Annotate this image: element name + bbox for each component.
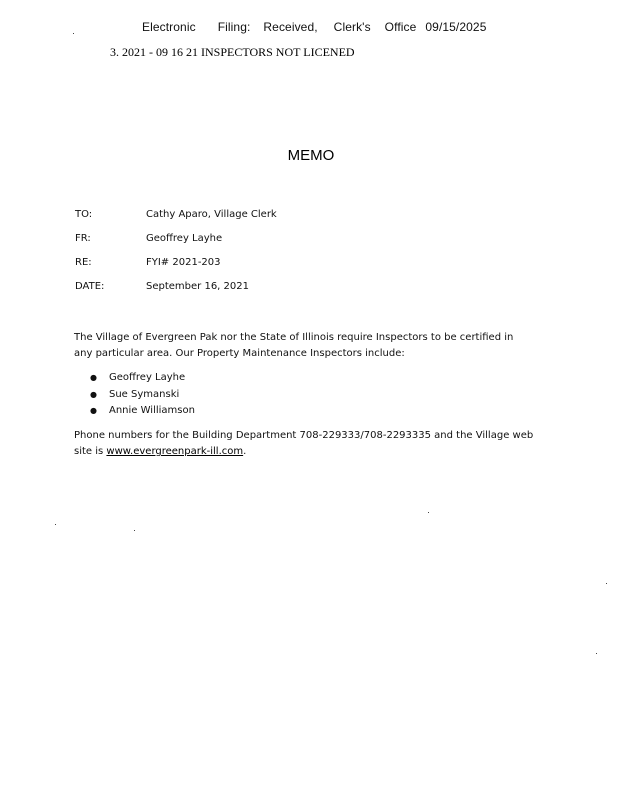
memo-header-re [75,257,221,268]
memo-header-to [75,209,277,220]
stamp-word: Clerk's [333,20,371,34]
memo-title: MEMO [287,147,335,164]
header-value: Geoffrey Layhe [146,233,223,244]
list-item [90,370,195,387]
document-reference: 3. 2021 - 09 16 21 INSPECTORS NOT LICENED [110,45,355,59]
header-label: TO: [75,209,93,220]
header-value: FYI# 2021-203 [146,257,221,268]
header-label: DATE: [75,281,105,292]
header-label: FR: [75,233,91,244]
inspector-name: Geoffrey Layhe [109,372,186,383]
bullet-icon: ● [90,373,97,382]
list-item [90,387,195,404]
electronic-filing-stamp [142,20,486,34]
stamp-word: Office [384,20,417,34]
list-item [90,403,195,420]
scan-speck [606,583,607,584]
scan-speck [596,653,597,654]
contact-text-end: . [243,446,247,457]
header-value: Cathy Aparo, Village Clerk [146,209,277,220]
memo-paragraph: The Village of Evergreen Pak nor the State of Illinois require Inspectors to be certified in any particular area. Our Property Maintenance Inspectors include: [74,332,514,359]
stamp-word: Electronic [142,20,196,34]
scan-speck [428,512,429,513]
scan-speck [134,530,135,531]
bullet-icon: ● [90,389,97,399]
scan-speck [55,524,56,525]
contact-paragraph [74,428,534,460]
stamp-word: Received, [263,20,318,34]
website-link[interactable]: www.evergreenpark-ill.com [106,446,244,457]
scan-speck [73,33,74,34]
stamp-date: 09/15/2025 [425,20,487,34]
inspector-name: Annie Williamson [109,405,195,416]
header-label: RE: [75,257,92,268]
inspector-list [90,370,195,420]
stamp-word: Filing: [217,20,251,34]
bullet-icon: ● [90,406,97,415]
memo-header-date [75,281,249,292]
contact-text: Phone numbers for the Building Department 708-229333/708-2293335 and the Village web site is [74,430,534,457]
inspector-name: Sue Symanski [109,388,180,400]
header-value: September 16, 2021 [146,281,249,292]
memo-header-from [75,233,222,244]
